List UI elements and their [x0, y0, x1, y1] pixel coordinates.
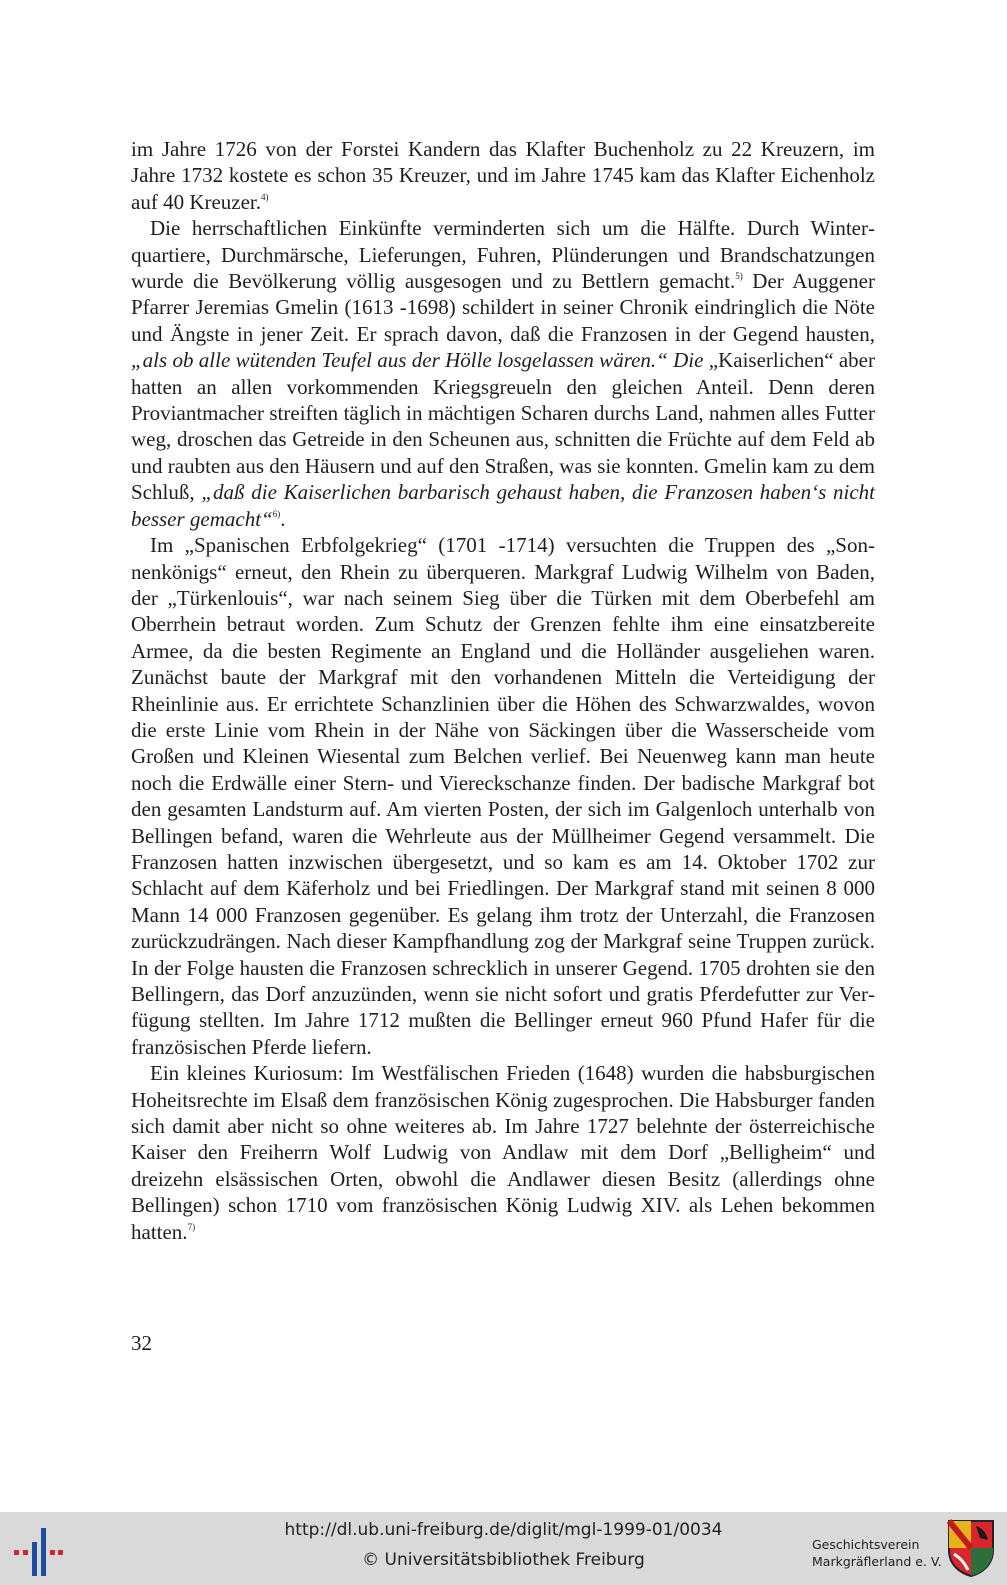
page-body — [131, 136, 875, 1245]
body-paragraph — [131, 215, 875, 532]
paragraph-text: im Jahre 1726 von der Forstei Kandern das Klafter Buchenholz zu 22 Kreuzern, im Jahre 1732 kostete es schon 35 Kreuzer, und im Jahre 1745 kam das Klafter Eichenholz auf 40 Kreuzer. — [131, 137, 875, 214]
body-paragraph — [131, 1060, 875, 1245]
page-number: 32 — [131, 1331, 152, 1355]
quote-text: „als ob alle wütenden Teufel aus der Hölle losgelassen wären.“ Die — [131, 348, 704, 373]
paragraph-text: Ein kleines Kuriosum: Im Westfälischen Frieden (1648) wurden die habsburgischen Hoheitsrechte im Elsaß dem französischen König zugesprochen. Die Habsburger fanden sich damit aber nicht so ohne weiteres ab. Im Jahre 1727 belehnte der österreichische Kaiser den Freiherrn Wolf Ludwig von Andlaw mit dem Dorf „Belligheim“ und dreizehn elsässischen Orten, obwohl die Andlawer diesen Besitz (allerdings ohne Bellingen) schon 1710 vom französischen König Ludwig XIV. als Lehen bekommen hatten. — [131, 1061, 875, 1244]
document-url-link[interactable]: http://dl.ub.uni-freiburg.de/diglit/mgl-1999-01/0034 — [284, 1520, 723, 1540]
body-paragraph — [131, 136, 875, 215]
paragraph-text: „Kaiserlichen“ aber hatten an allen vorkommenden Kriegsgreueln den gleichen Anteil. Denn deren Proviantmacher streiften täglich in mächtigen Scharen durchs Land, nahmen alles Futter weg, droschen das Getreide in den Scheunen aus, schnitten die Früchte auf dem Feld ab und raubten aus den Häusern und auf den Straßen, was sie konnten. Gmelin kam zu dem Schluß, — [131, 348, 875, 505]
body-paragraph — [131, 532, 875, 1060]
copyright-text: © Universitätsbibliothek Freiburg — [362, 1550, 645, 1570]
quote-text: „daß die Kaiserlichen barbarisch gehaust haben, die Franzosen haben‘s nicht besser gemacht“ — [131, 480, 875, 531]
society-line-1: Geschichtsverein — [812, 1537, 920, 1552]
paragraph-text: Die herrschaftlichen Einkünfte verminderten sich um die Hälfte. Durch Winterquartiere, Durchmärsche, Lieferungen, Fuhren, Plünderungen und Brandschatzungen wurde die Bevölkerung völlig ausgesogen und zu Bettlern gemacht. — [131, 216, 875, 294]
paragraph-text: Der Auggener Pfarrer Jeremias Gmelin (1613 -1698) schildert in seiner Chronik eindringlich die Nöte und Ängste in jener Zeit. Er sprach davon, daß die Franzosen in der Gegend hausten, — [131, 269, 875, 346]
society-name — [812, 1536, 942, 1570]
footer-bar — [0, 1512, 1007, 1585]
footnote-marker: 7) — [187, 1221, 196, 1232]
paragraph-text: . — [280, 506, 286, 531]
paragraph-text: Im „Spanischen Erbfolgekrieg“ (1701 -1714) versuchten die Truppen des „Sonnenkönigs“ erneut, den Rhein zu überqueren. Markgraf Ludwig Wilhelm von Baden, der „Türkenlouis“, war nach seinem Sieg über die Türken mit dem Oberbefehl am Oberrhein betraut worden. Zum Schutz der Grenzen fehlte ihm eine einsatzbereite Armee, da die besten Regimente an England und die Holländer ausgeliehen waren. Zunächst baute der Markgraf mit den vorhandenen Mitteln die Verteidigung der Rheinlinie aus. Er errichtete Schanzlinien über die Höhen des Schwarzwaldes, wovon die erste Linie vom Rhein in der Nähe von Säckingen über die Wasserscheide vom Großen und Kleinen Wiesental zum Belchen verlief. Bei Neuenweg kann man heute noch die Erdwälle einer Stern- und Viereckschanze finden. Der badische Markgraf bot den gesamten Landsturm auf. Am vierten Posten, der sich im Galgenloch unterhalb von Bellingen befand, waren die Wehrleute aus der Müllheimer Gegend versammelt. Die Franzosen hatten inzwischen übergesetzt, und so kam es am 14. Oktober 1702 zur Schlacht auf dem Käferholz und bei Friedlingen. Der Markgraf stand mit seinen 8 000 Mann 14 000 Franzosen gegenüber. Es gelang ihm trotz der Unterzahl, die Franzosen zurückzudrängen. Nach dieser Kampfhandlung zog der Markgraf seine Truppen zurück. In der Folge hausten die Franzosen schrecklich in unserer Gegend. 1705 drohten sie den Bellingern, das Dorf anzuzünden, wenn sie nicht sofort und gratis Pferdefutter zur Verfügung stellten. Im Jahre 1712 mußten die Bellinger erneut 960 Pfund Hafer für die französischen Pferde liefern. — [131, 533, 875, 1059]
footnote-marker: 5) — [735, 271, 743, 282]
coat-of-arms-icon — [946, 1518, 996, 1578]
society-line-2: Markgräflerland e. V. — [812, 1554, 942, 1569]
footnote-marker: 4) — [261, 191, 269, 202]
footnote-marker: 6) — [272, 508, 281, 519]
